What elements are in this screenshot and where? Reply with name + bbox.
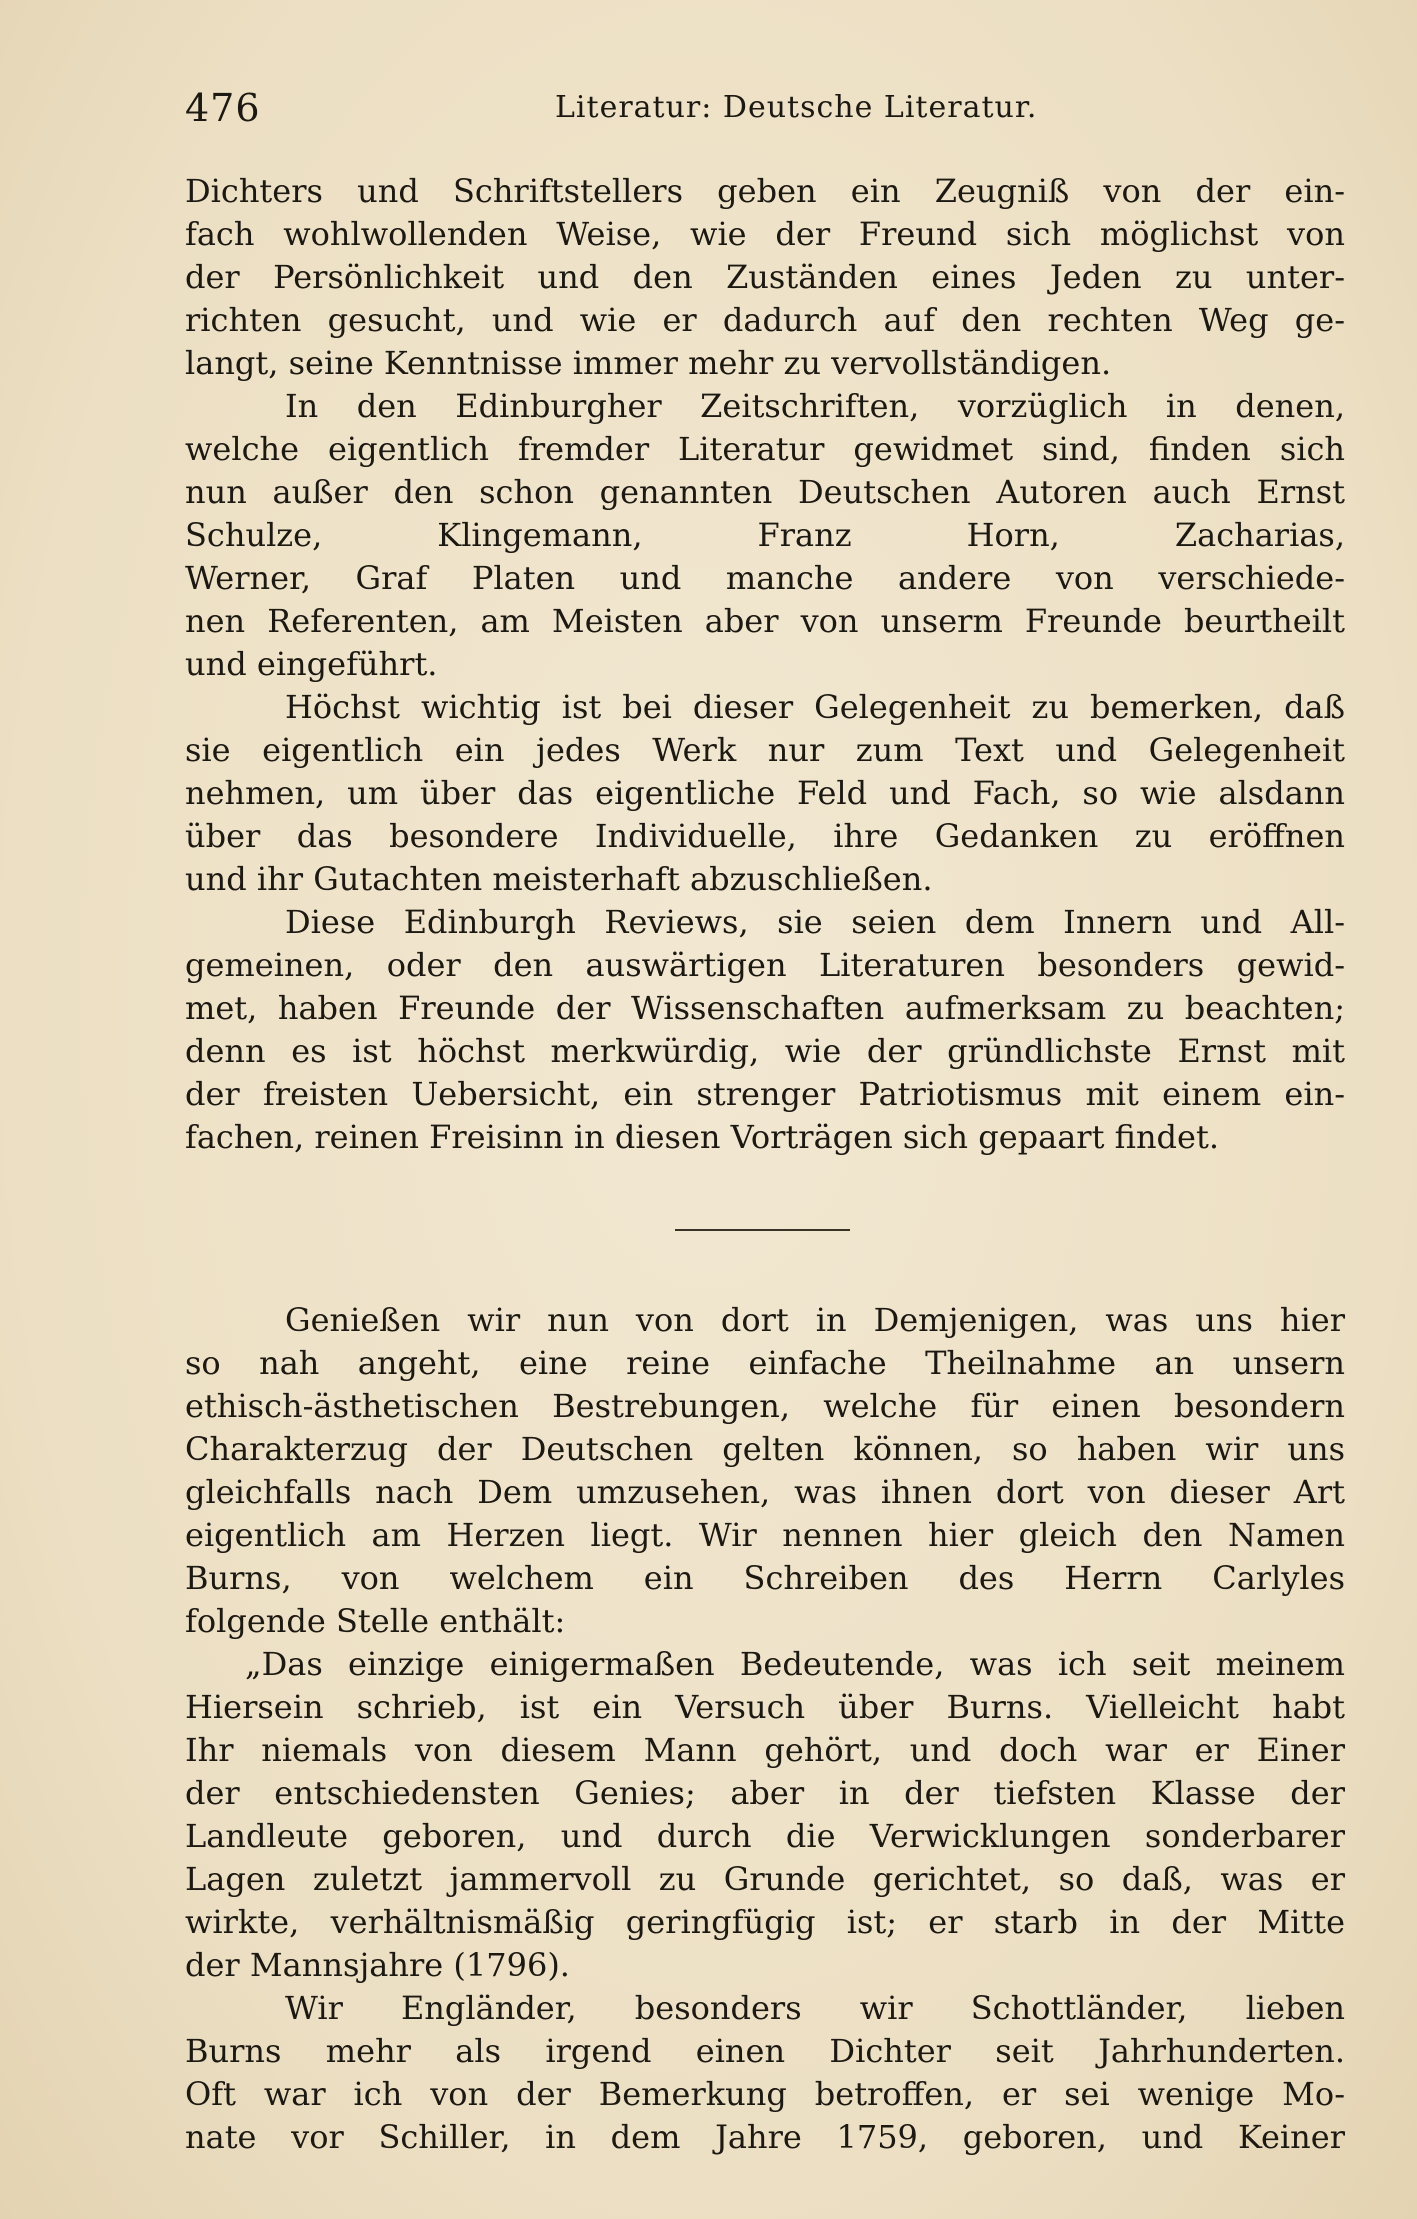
text-line: nen Referenten, am Meisten aber von unserm Freunde beurtheilt	[185, 602, 1345, 640]
text-line: so nah angeht, eine reine einfache Theilnahme an unsern	[185, 1344, 1345, 1382]
page-number: 476	[185, 86, 261, 130]
quoted-paragraph	[185, 1643, 1345, 1987]
running-head: Literatur: Deutsche Literatur.	[555, 90, 1038, 125]
page-body	[185, 170, 1345, 2159]
paragraph	[185, 1299, 1345, 1643]
text-line: welche eigentlich fremder Literatur gewidmet sind, finden sich	[185, 430, 1345, 468]
text-line: und eingeführt.	[185, 645, 438, 683]
text-line: nehmen, um über das eigentliche Feld und Fach, so wie alsdann	[185, 774, 1345, 812]
text-line: Landleute geboren, und durch die Verwicklungen sonderbarer	[185, 1817, 1345, 1855]
text-line: „Das einzige einigermaßen Bedeutende, was ich seit meinem	[245, 1645, 1345, 1683]
text-line: denn es ist höchst merkwürdig, wie der gründlichste Ernst mit	[185, 1032, 1345, 1070]
text-line: Genießen wir nun von dort in Demjenigen, was uns hier	[285, 1301, 1345, 1339]
text-line: nate vor Schiller, in dem Jahre 1759, geboren, und Keiner	[185, 2118, 1345, 2156]
section-divider-area	[185, 1159, 1345, 1299]
text-line: Werner, Graf Platen und manche andere von verschiede-	[185, 559, 1345, 597]
text-line: Ihr niemals von diesem Mann gehört, und doch war er Einer	[185, 1731, 1345, 1769]
text-line: wirkte, verhältnismäßig geringfügig ist; er starb in der Mitte	[185, 1903, 1345, 1941]
text-line: Höchst wichtig ist bei dieser Gelegenheit zu bemerken, daß	[285, 688, 1345, 726]
page-header	[185, 86, 1345, 136]
text-line: fachen, reinen Freisinn in diesen Vorträgen sich gepaart findet.	[185, 1118, 1219, 1156]
text-line: Hiersein schrieb, ist ein Versuch über Burns. Vielleicht habt	[185, 1688, 1345, 1726]
text-line: eigentlich am Herzen liegt. Wir nennen hier gleich den Namen	[185, 1516, 1345, 1554]
text-line: langt, seine Kenntnisse immer mehr zu vervollständigen.	[185, 344, 1112, 382]
quoted-paragraph	[185, 1987, 1345, 2159]
text-line: über das besondere Individuelle, ihre Gedanken zu eröffnen	[185, 817, 1345, 855]
text-line: Charakterzug der Deutschen gelten können, so haben wir uns	[185, 1430, 1345, 1468]
text-line: Burns, von welchem ein Schreiben des Herrn Carlyles	[185, 1559, 1345, 1597]
paragraph	[185, 170, 1345, 385]
text-line: met, haben Freunde der Wissenschaften aufmerksam zu beachten;	[185, 989, 1345, 1027]
text-line: gemeinen, oder den auswärtigen Literaturen besonders gewid-	[185, 946, 1345, 984]
section-divider	[675, 1229, 850, 1231]
text-line: sie eigentlich ein jedes Werk nur zum Text und Gelegenheit	[185, 731, 1345, 769]
text-line: der entschiedensten Genies; aber in der tiefsten Klasse der	[185, 1774, 1345, 1812]
text-line: richten gesucht, und wie er dadurch auf den rechten Weg ge-	[185, 301, 1345, 339]
paragraph	[185, 901, 1345, 1159]
text-line: Burns mehr als irgend einen Dichter seit Jahrhunderten.	[185, 2032, 1345, 2070]
text-line: Dichters und Schriftstellers geben ein Zeugniß von der ein-	[185, 172, 1345, 210]
paragraph	[185, 686, 1345, 901]
text-line: ethisch-ästhetischen Bestrebungen, welche für einen besondern	[185, 1387, 1345, 1425]
text-line: fach wohlwollenden Weise, wie der Freund sich möglichst von	[185, 215, 1345, 253]
text-line: gleichfalls nach Dem umzusehen, was ihnen dort von dieser Art	[185, 1473, 1345, 1511]
text-line: und ihr Gutachten meisterhaft abzuschließen.	[185, 860, 933, 898]
text-line: Schulze, Klingemann, Franz Horn, Zacharias,	[185, 516, 1345, 554]
text-line: Lagen zuletzt jammervoll zu Grunde gerichtet, so daß, was er	[185, 1860, 1345, 1898]
text-line: Wir Engländer, besonders wir Schottländer, lieben	[285, 1989, 1345, 2027]
text-line: In den Edinburgher Zeitschriften, vorzüglich in denen,	[285, 387, 1345, 425]
text-line: der Persönlichkeit und den Zuständen eines Jeden zu unter-	[185, 258, 1345, 296]
text-line: der freisten Uebersicht, ein strenger Patriotismus mit einem ein-	[185, 1075, 1345, 1113]
paragraph	[185, 385, 1345, 686]
text-line: Diese Edinburgh Reviews, sie seien dem Innern und All-	[285, 903, 1345, 941]
text-line: nun außer den schon genannten Deutschen Autoren auch Ernst	[185, 473, 1345, 511]
text-line: Oft war ich von der Bemerkung betroffen, er sei wenige Mo-	[185, 2075, 1345, 2113]
text-line: der Mannsjahre (1796).	[185, 1946, 570, 1984]
text-line: folgende Stelle enthält:	[185, 1602, 566, 1640]
